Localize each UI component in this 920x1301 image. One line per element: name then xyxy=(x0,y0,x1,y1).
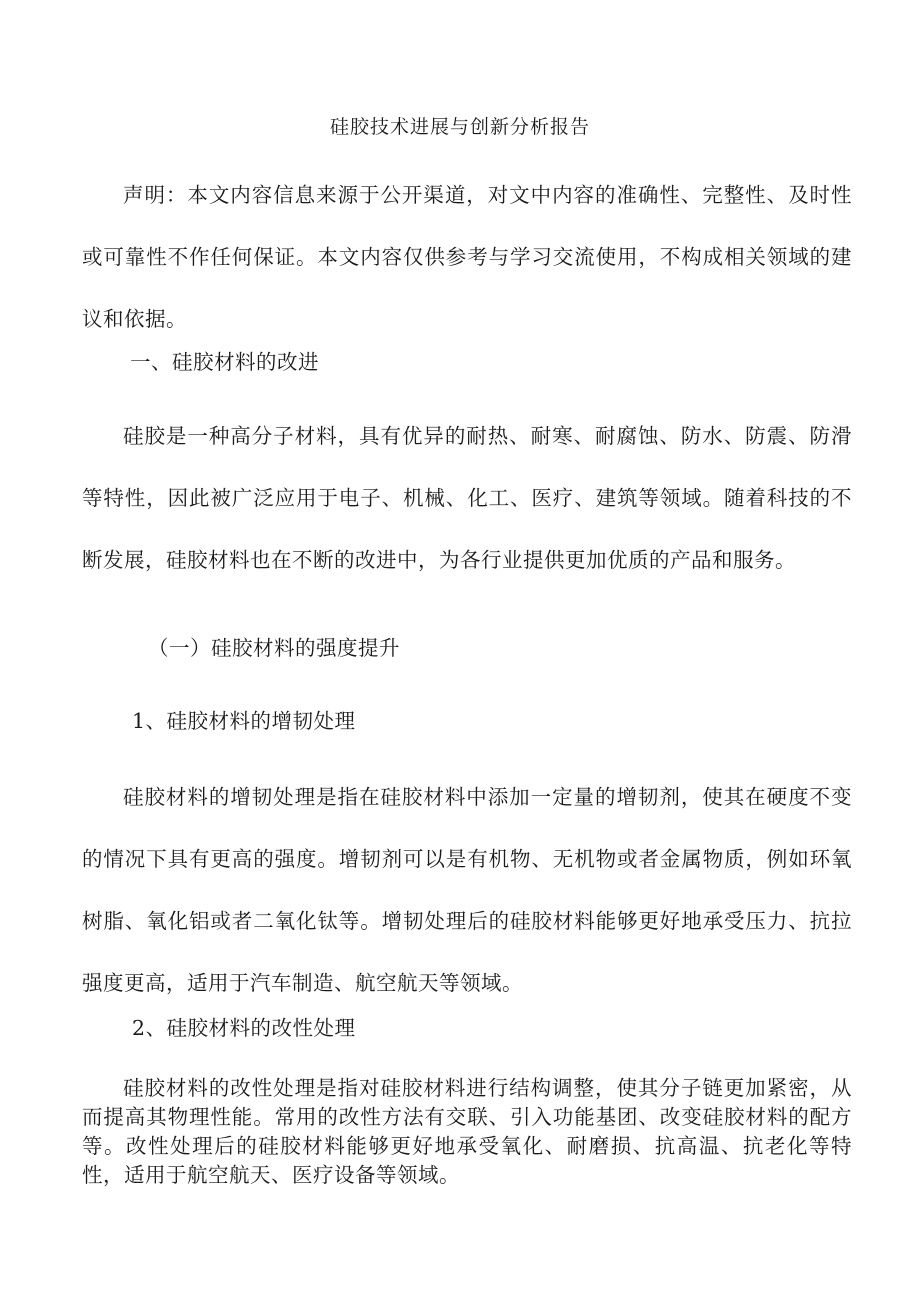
section-heading-1: 一、硅胶材料的改进 xyxy=(130,350,319,374)
declaration-paragraph: 声明：本文内容信息来源于公开渠道，对文中内容的准确性、完整性、及时性或可靠性不作任何保证。本文内容仅供参考与学习交流使用，不构成相关领域的建议和依据。 xyxy=(82,183,852,331)
modification-paragraph: 硅胶材料的改性处理是指对硅胶材料进行结构调整，使其分子链更加紧密，从而提高其物理性能。常用的改性方法有交联、引入功能基团、改变硅胶材料的配方等。改性处理后的硅胶材料能够更好地承受氧化、耐磨损、抗高温、抗老化等特性，适用于航空航天、医疗设备等领域。 xyxy=(82,1076,852,1187)
item-heading-2: 2、硅胶材料的改性处理 xyxy=(132,1016,356,1040)
toughening-paragraph: 硅胶材料的增韧处理是指在硅胶材料中添加一定量的增韧剂，使其在硬度不变的情况下具有更高的强度。增韧剂可以是有机物、无机物或者金属物质，例如环氧树脂、氧化铝或者二氧化钛等。增韧处理后的硅胶材料能够更好地承受压力、抗拉强度更高，适用于汽车制造、航空航天等领域。 xyxy=(82,785,852,995)
intro-paragraph: 硅胶是一种高分子材料，具有优异的耐热、耐寒、耐腐蚀、防水、防震、防滑等特性，因此被广泛应用于电子、机械、化工、医疗、建筑等领域。随着科技的不断发展，硅胶材料也在不断的改进中，为各行业提供更加优质的产品和服务。 xyxy=(82,424,852,572)
subsection-heading-1: （一）硅胶材料的强度提升 xyxy=(148,636,400,660)
document-title: 硅胶技术进展与创新分析报告 xyxy=(329,116,590,138)
item-heading-1: 1、硅胶材料的增韧处理 xyxy=(132,709,356,733)
